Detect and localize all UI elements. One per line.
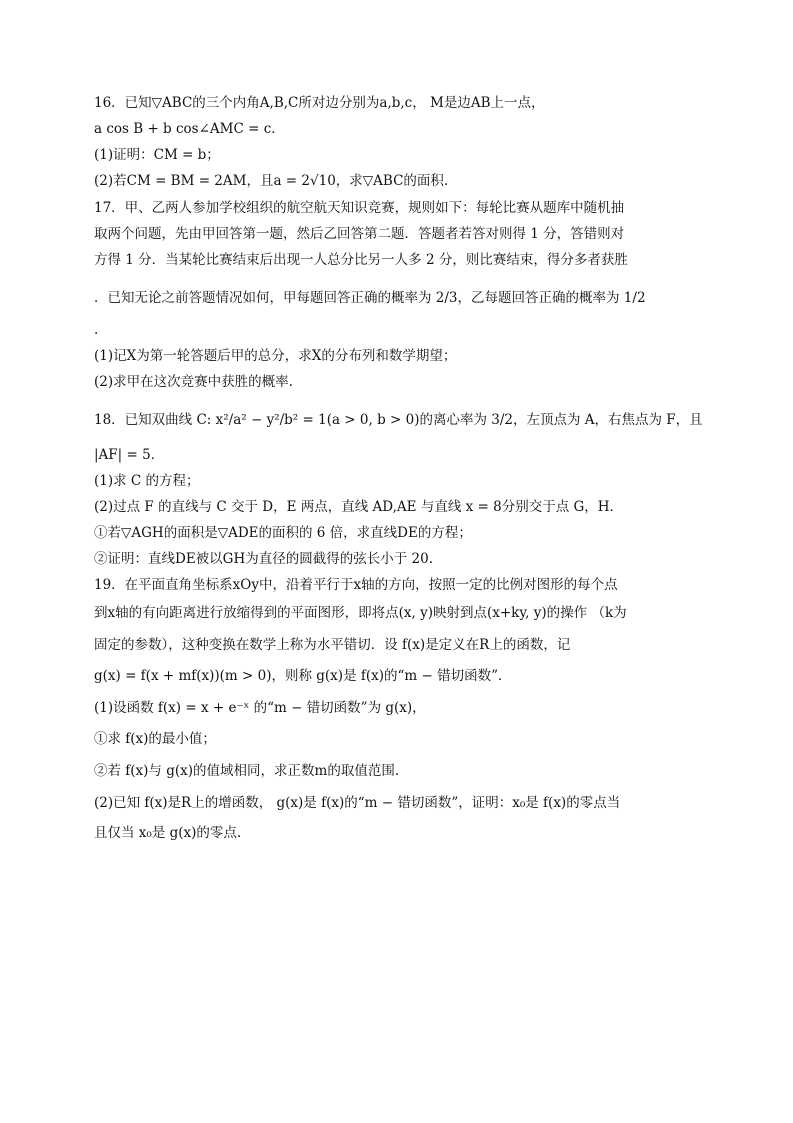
p17-line-4: ．已知无论之前答题情况如何，甲每题回答正确的概率为 2/3，乙每题回答正确的概率为 1/2 [94, 290, 646, 306]
p17-line-5: . [94, 322, 99, 338]
p16-line-4: (2)若CM = BM = 2AM，且a = 2√10，求▽ABC的面积. [94, 173, 449, 189]
p18-line-6: ②证明：直线DE被以GH为直径的圆截得的弦长小于 20. [94, 551, 433, 567]
p18-line-3: (1)求 C 的方程； [94, 473, 200, 489]
p17-line-6: (1)记X为第一轮答题后甲的总分，求X的分布列和数学期望； [94, 348, 457, 364]
p16-line-1: 16．已知▽ABC的三个内角A,B,C所对边分别为a,b,c， M是边AB上一点， [94, 95, 545, 111]
p17-line-1: 17．甲、乙两人参加学校组织的航空航天知识竞赛，规则如下：每轮比赛从题库中随机抽 [94, 200, 625, 216]
p16-line-2: a cos B + b cos∠AMC = c． [94, 121, 285, 137]
p19-line-5: (1)设函数 f(x) = x + e⁻ˣ 的“m − 错切函数”为 g(x)， [94, 700, 426, 716]
p19-line-3: 固定的参数），这种变换在数学上称为水平错切．设 f(x)是定义在R上的函数，记 [94, 637, 571, 653]
p19-line-8: (2)已知 f(x)是R上的增函数， g(x)是 f(x)的“m − 错切函数”，证明：x₀是 f(x)的零点当 [94, 795, 621, 811]
p19-line-2: 到x轴的有向距离进行放缩得到的平面图形，即将点(x, y)映射到点(x+ky, y)的操作 （k为 [94, 605, 627, 621]
p19-line-7: ②若 f(x)与 g(x)的值域相同，求正数m的取值范围. [94, 763, 400, 779]
p18-line-5: ①若▽AGH的面积是▽ADE的面积的 6 倍，求直线DE的方程； [94, 525, 472, 541]
p19-line-9: 且仅当 x₀是 g(x)的零点. [94, 825, 242, 841]
p17-line-3: 方得 1 分．当某轮比赛结束后出现一人总分比另一人多 2 分，则比赛结束，得分多者获胜 [94, 252, 628, 268]
p19-line-6: ①求 f(x)的最小值； [94, 731, 216, 747]
p16-line-3: (1)证明：CM = b； [94, 147, 220, 163]
p18-line-4: (2)过点 F 的直线与 C 交于 D，E 两点，直线 AD,AE 与直线 x = 8分别交于点 G，H． [94, 499, 624, 515]
p19-line-4: g(x) = f(x + mf(x))(m > 0)，则称 g(x)是 f(x)的“m − 错切函数”． [94, 668, 512, 684]
p17-line-7: (2)求甲在这次竞赛中获胜的概率. [94, 374, 293, 390]
p19-line-1: 19．在平面直角坐标系xOy中，沿着平行于x轴的方向，按照一定的比例对图形的每个点 [94, 577, 618, 593]
p17-line-2: 取两个问题，先由甲回答第一题，然后乙回答第二题．答题者若答对则得 1 分，答错则对 [94, 226, 625, 242]
p18-line-1: 18．已知双曲线 C: x²/a² − y²/b² = 1(a > 0, b > 0)的离心率为 3/2，左顶点为 A，右焦点为 F，且 [94, 412, 703, 428]
p18-line-2: |AF| = 5． [94, 447, 165, 463]
